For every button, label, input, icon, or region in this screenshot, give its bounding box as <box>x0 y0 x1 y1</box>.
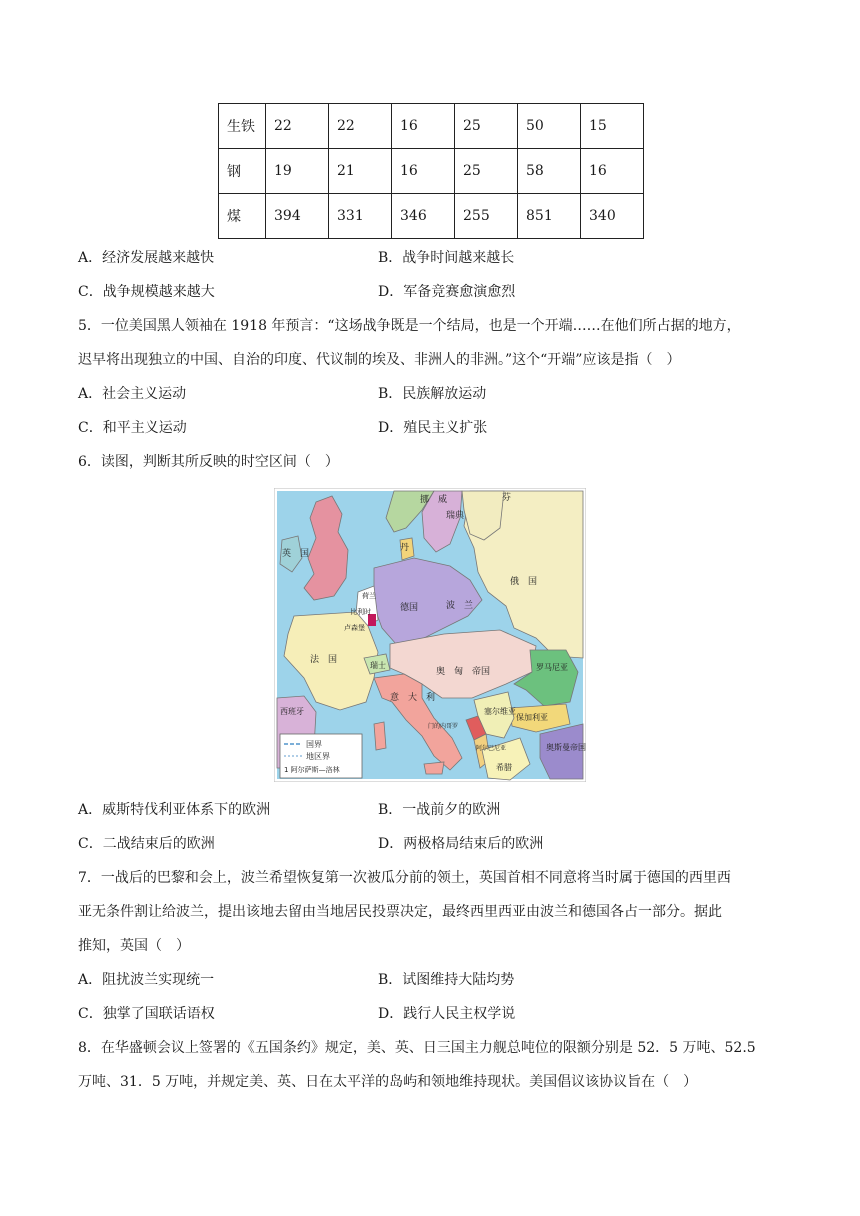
table-row <box>219 149 644 194</box>
label-france: 法 国 <box>310 655 338 665</box>
label-finland: 芬 <box>502 493 512 503</box>
label-norway: 挪 威 <box>420 495 448 505</box>
label-serbia: 塞尔维亚 <box>484 707 516 716</box>
table-cell: 346 <box>392 194 455 239</box>
q6-stem: 6．读图，判断其所反映的时空区间（ ） <box>78 454 339 470</box>
q5-stem-line1: 5．一位美国黑人领袖在 1918 年预言：“这场战争既是一个结局，也是一个开端……在他们所占据的地方， <box>78 318 741 334</box>
europe-map <box>274 488 586 782</box>
q5-stem-line2: 迟早将出现独立的中国、自治的印度、代议制的埃及、非洲人的非洲。”这个“开端”应该是指（ ） <box>78 352 681 368</box>
sardinia-region <box>374 722 386 750</box>
label-italy: 意 大 利 <box>390 693 436 703</box>
label-bulgaria: 保加利亚 <box>516 713 548 722</box>
table-cell: 331 <box>329 194 392 239</box>
table-cell: 16 <box>392 104 455 149</box>
label-netherlands: 荷兰 <box>362 592 376 600</box>
q5-option-d[interactable]: D．殖民主义扩张 <box>378 420 488 436</box>
label-luxembourg: 卢森堡 <box>344 624 365 632</box>
q6-option-b[interactable]: B．一战前夕的欧洲 <box>378 802 501 818</box>
label-montenegro: 门的内哥罗 <box>428 723 459 730</box>
q6-option-a[interactable]: A．威斯特伐利亚体系下的欧洲 <box>78 802 271 818</box>
q7-stem-line2: 亚无条件割让给波兰，提出该地去留由当地居民投票决定，最终西里西亚由波兰和德国各占一部分。据此 <box>78 904 722 920</box>
q7-stem-line1: 7．一战后的巴黎和会上，波兰希望恢复第一次被瓜分前的领土，英国首相不同意将当时属于德国的西里西 <box>78 870 731 886</box>
q7-option-a[interactable]: A．阻扰波兰实现统一 <box>78 972 215 988</box>
label-austria-hungary: 奥 匈 帝国 <box>436 667 491 677</box>
label-greece: 希腊 <box>496 763 512 772</box>
q4-option-d[interactable]: D．军备竞赛愈演愈烈 <box>378 284 516 300</box>
q5-option-c[interactable]: C．和平主义运动 <box>78 420 187 436</box>
label-denmark: 丹 <box>400 543 410 553</box>
row-header: 生铁 <box>219 104 266 149</box>
q5-option-b[interactable]: B．民族解放运动 <box>378 386 487 402</box>
q4-option-c[interactable]: C．战争规模越来越大 <box>78 284 215 300</box>
table-cell: 851 <box>518 194 581 239</box>
table-cell: 21 <box>329 149 392 194</box>
label-belgium: 比利时 <box>350 608 371 616</box>
table-cell: 58 <box>518 149 581 194</box>
label-sweden: 瑞典 <box>446 511 465 521</box>
label-germany: 德国 <box>400 603 419 613</box>
table-cell: 22 <box>266 104 329 149</box>
q8-stem-line2: 万吨、31．5 万吨，并规定美、英、日在太平洋的岛屿和领地维持现状。美国倡议该协议旨在（ ） <box>78 1074 698 1090</box>
table-cell: 25 <box>455 104 518 149</box>
table-cell: 25 <box>455 149 518 194</box>
q8-stem-line1: 8．在华盛顿会议上签署的《五国条约》规定，美、英、日三国主力舰总吨位的限额分别是 52．5 万吨、52.5 <box>78 1040 756 1056</box>
label-romania: 罗马尼亚 <box>536 663 568 672</box>
q5-option-a[interactable]: A．社会主义运动 <box>78 386 187 402</box>
table-cell: 16 <box>581 149 644 194</box>
q6-option-c[interactable]: C．二战结束后的欧洲 <box>78 836 215 852</box>
legend-note: 1 阿尔萨斯—洛林 <box>284 766 340 774</box>
label-switzerland: 瑞士 <box>370 661 386 670</box>
legend-border: 国界 <box>306 740 322 749</box>
row-header: 钢 <box>219 149 266 194</box>
label-ottoman: 奥斯曼帝国 <box>546 743 586 752</box>
table-cell: 255 <box>455 194 518 239</box>
table-cell: 50 <box>518 104 581 149</box>
label-spain: 西班牙 <box>280 707 304 716</box>
table-row <box>219 104 644 149</box>
legend-region: 地区界 <box>306 752 330 761</box>
production-table <box>218 103 644 239</box>
label-poland: 波 兰 <box>446 601 474 611</box>
table-cell: 15 <box>581 104 644 149</box>
q4-option-b[interactable]: B．战争时间越来越长 <box>378 250 515 266</box>
map-legend <box>280 734 362 778</box>
label-russia: 俄 国 <box>510 577 538 587</box>
q7-option-d[interactable]: D．践行人民主权学说 <box>378 1006 516 1022</box>
q7-option-c[interactable]: C．独掌了国联话语权 <box>78 1006 215 1022</box>
table-cell: 22 <box>329 104 392 149</box>
label-uk: 英 国 <box>282 549 310 559</box>
table-cell: 16 <box>392 149 455 194</box>
table-row <box>219 194 644 239</box>
q6-option-d[interactable]: D．两极格局结束后的欧洲 <box>378 836 544 852</box>
sicily-region <box>424 762 444 774</box>
table-cell: 19 <box>266 149 329 194</box>
table-cell: 394 <box>266 194 329 239</box>
q4-option-a[interactable]: A．经济发展越来越快 <box>78 250 215 266</box>
table-cell: 340 <box>581 194 644 239</box>
q7-option-b[interactable]: B．试图维持大陆均势 <box>378 972 515 988</box>
q7-stem-line3: 推知，英国（ ） <box>78 938 190 954</box>
label-albania: 阿尔巴尼亚 <box>476 745 507 752</box>
row-header: 煤 <box>219 194 266 239</box>
